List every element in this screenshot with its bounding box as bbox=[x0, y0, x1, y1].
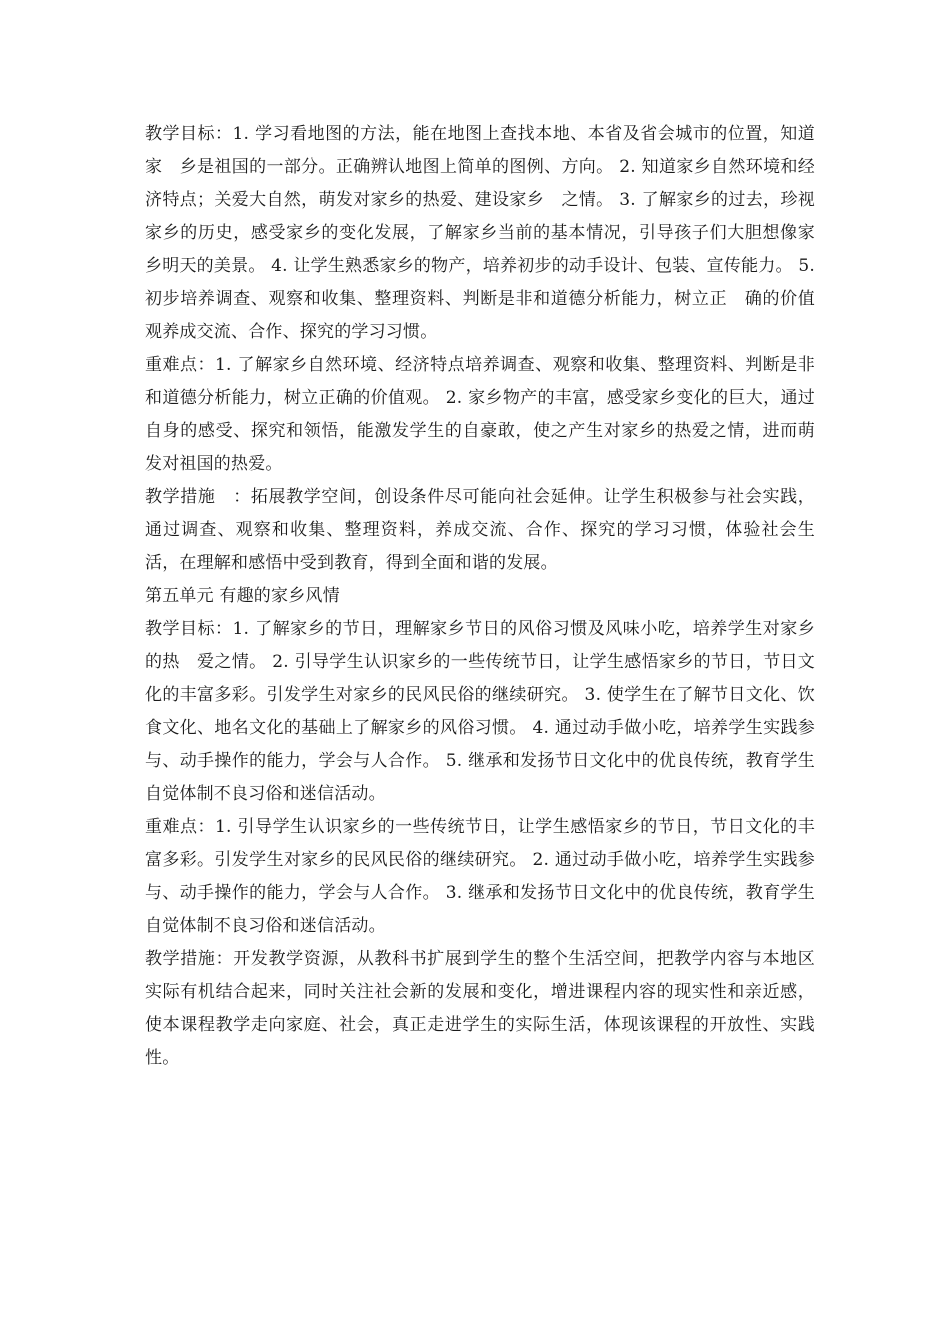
paragraph-teaching-goals-unit5: 教学目标：1. 了解家乡的节日，理解家乡节日的风俗习惯及风味小吃，培养学生对家乡的热 爱之情。 2. 引导学生认识家乡的一些传统节日，让学生感悟家乡的节日，节日文化的丰富多彩。引发学生对家乡的民风民俗的继续研究。 3. 使学生在了解节日文化、饮食文化、地名文化的基础上了解家乡的风俗习惯。 4. 通过动手做小吃，培养学生实践参与、动手操作的能力，学会与人合作。 5. 继承和发扬节日文化中的优良传统，教育学生自觉体制不良习俗和迷信活动。 bbox=[145, 619, 815, 804]
unit-five-heading: 第五单元 有趣的家乡风情 bbox=[145, 586, 340, 606]
document-body bbox=[145, 118, 833, 1075]
paragraph-key-points-unit5: 重难点：1. 引导学生认识家乡的一些传统节日，让学生感悟家乡的节日，节日文化的丰富多彩。引发学生对家乡的民风民俗的继续研究。 2. 通过动手做小吃，培养学生实践参与、动手操作的能力，学会与人合作。 3. 继承和发扬节日文化中的优良传统，教育学生自觉体制不良习俗和迷信活动。 bbox=[145, 817, 815, 936]
paragraph-teaching-goals-unit4: 教学目标：1. 学习看地图的方法，能在地图上查找本地、本省及省会城市的位置，知道家 乡是祖国的一部分。正确辨认地图上简单的图例、方向。 2. 知道家乡自然环境和经济特点；关爱大自然，萌发对家乡的热爱、建设家乡 之情。 3. 了解家乡的过去，珍视家乡的历史，感受家乡的变化发展，了解家乡当前的基本情况，引导孩子们大胆想像家乡明天的美景。 4. 让学生熟悉家乡的物产，培养初步的动手设计、包装、宣传能力。 5. 初步培养调查、观察和收集、整理资料、判断是非和道德分析能力，树立正 确的价值观养成交流、合作、探究的学习习惯。 bbox=[145, 124, 815, 342]
paragraph-teaching-measures-unit5: 教学措施：开发教学资源，从教科书扩展到学生的整个生活空间，把教学内容与本地区实际有机结合起来，同时关注社会新的发展和变化，增进课程内容的现实性和亲近感，使本课程教学走向家庭、社会，真正走进学生的实际生活，体现该课程的开放性、实践性。 bbox=[145, 949, 815, 1068]
paragraph-teaching-measures-unit4: 教学措施 ：拓展教学空间，创设条件尽可能向社会延伸。让学生积极参与社会实践，通过调查、观察和收集、整理资料，养成交流、合作、探究的学习习惯，体验社会生活，在理解和感悟中受到教育，得到全面和谐的发展。 bbox=[145, 487, 815, 573]
paragraph-key-points-unit4: 重难点：1. 了解家乡自然环境、经济特点培养调查、观察和收集、整理资料、判断是非 和道德分析能力，树立正确的价值观。 2. 家乡物产的丰富，感受家乡变化的巨大，通过自身的感受、探究和领悟，能激发学生的自豪敢，使之产生对家乡的热爱之情，进而萌发对祖国的热爱。 bbox=[145, 355, 833, 474]
